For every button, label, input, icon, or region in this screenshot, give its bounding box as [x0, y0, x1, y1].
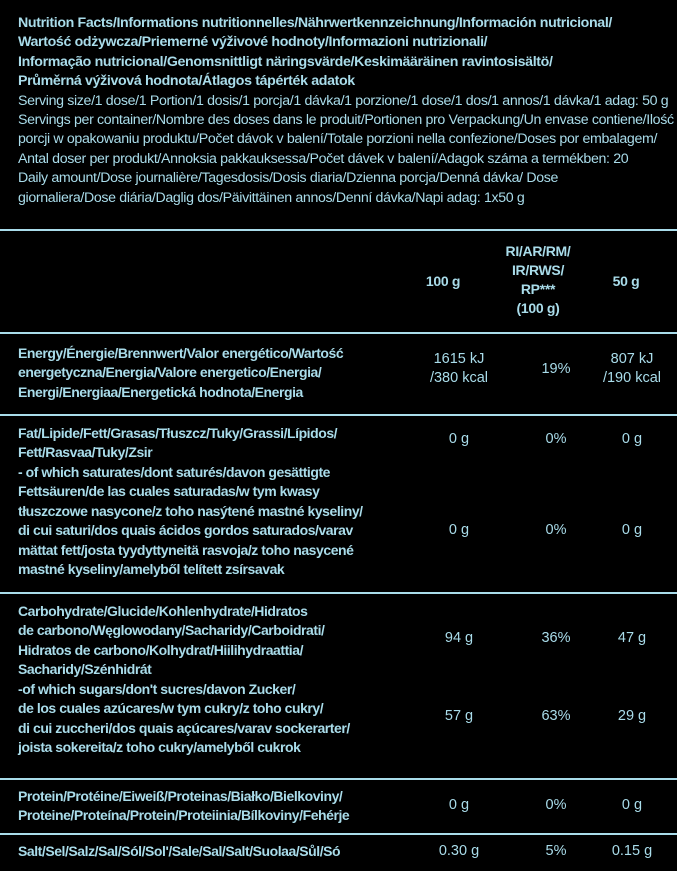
- title-line: Informação nutricional/Genomsnittligt näringsvärde/Keskimääräinen ravintosisältö/: [18, 53, 553, 70]
- value-ri: 63%: [541, 708, 571, 724]
- value-ri: 0%: [545, 522, 567, 538]
- divider: [0, 592, 677, 594]
- ri-line: RI/AR/RM/: [505, 243, 571, 259]
- column-header-100g: 100 g: [425, 273, 461, 289]
- value-100g: 0.30 g: [438, 843, 480, 859]
- daily-amount-line: Daily amount/Dose journalière/Tagesdosis/Dosis diaria/Dzienna porcja/Denná dávka/ Dose: [18, 170, 559, 187]
- value-50g: 0 g: [621, 522, 643, 538]
- value-100g: 0 g: [448, 431, 470, 447]
- row-label: Salt/Sel/Salz/Sal/Sól/Sol'/Sale/Sal/Salt/Suolaa/Sůl/Só: [18, 843, 341, 859]
- value-50g: 47 g: [617, 630, 647, 646]
- row-label: -of which sugars/don't sucres/davon Zucker/ de los cuales azúcares/w tym cukry/z toho cukry/ di cui zuccheri/dos quais açúcares/varav sockerarter/ joista sokereita/z toho cukry/amelyből cukrok: [18, 681, 350, 756]
- divider: [0, 414, 677, 416]
- ri-line: RP***: [520, 281, 556, 297]
- row-label: Carbohydrate/Glucide/Kohlenhydrate/Hidratos de carbono/Węglowodany/Sacharidy/Carboidrati/ Hidratos de carbono/Kolhydrat/Hiilihydraattia/ Sacharidy/Szénhidrát: [18, 603, 325, 678]
- daily-amount-line: giornaliera/Dose diária/Daglig dos/Päivittäinen annos/Denní dávka/Napi adag: 1x50 g: [18, 189, 525, 206]
- title-line: Wartość odżywcza/Priemerné výživové hodnoty/Informazioni nutrizionali/: [18, 34, 488, 51]
- ri-line: IR/RWS/: [511, 262, 565, 278]
- divider: [0, 778, 677, 780]
- value-ri: 0%: [545, 797, 567, 813]
- value-50g: 0 g: [621, 431, 643, 447]
- divider: [0, 332, 677, 334]
- value-100g: 0 g: [448, 797, 470, 813]
- value-100g: 57 g: [444, 708, 474, 724]
- title-line: Průměrná výživová hodnota/Átlagos tápérték adatok: [18, 73, 355, 90]
- row-label: - of which saturates/dont saturés/davon gesättigte Fettsäuren/de las cuales saturadas/w tym kwasy tłuszczowe nasycone/z toho nasýtené mastné kyseliny/ di cui saturi/dos quais ácidos gordos saturados/varav mättat fett/josta tyydyttyneitä rasvoja/z toho nasycené mastné kyseliny/amelyből telített zsírsavak: [18, 464, 363, 578]
- servings-line: Servings per container/Nombre des doses dans le produit/Portionen pro Verpackung/Un envase contiene/Ilość: [18, 112, 674, 129]
- value-100g: 0 g: [448, 522, 470, 538]
- value-ri: 5%: [545, 843, 567, 859]
- divider: [0, 833, 677, 835]
- label-header: [0, 0, 677, 216]
- title-line: Nutrition Facts/Informations nutritionnelles/Nährwertkennzeichnung/Información nutricional/: [18, 15, 613, 31]
- value-ri: 0%: [545, 431, 567, 447]
- row-label: Protein/Protéine/Eiweiß/Proteinas/Białko/Bielkoviny/ Proteine/Proteína/Protein/Proteiinia/Bílkoviny/Fehérje: [18, 788, 350, 824]
- divider: [0, 229, 677, 231]
- value-50g: 29 g: [617, 708, 647, 724]
- row-label: Fat/Lipide/Fett/Grasas/Tłuszcz/Tuky/Grassi/Lípidos/ Fett/Rasvaa/Tuky/Zsir: [18, 425, 338, 461]
- row-label: Energy/Énergie/Brennwert/Valor energético/Wartość energetyczna/Energia/Valore energetico/Energia/ Energi/Energiaa/Energetická hodnota/Energia: [18, 345, 344, 400]
- servings-line: Antal doser per produkt/Annoksia pakkauksessa/Počet dávek v balení/Adagok száma a termékben: 20: [18, 150, 629, 167]
- value-50g: 0 g: [621, 797, 643, 813]
- value-100g: 94 g: [444, 630, 474, 646]
- value-100g: 1615 kJ /380 kcal: [429, 351, 489, 387]
- value-ri: 36%: [541, 630, 571, 646]
- serving-size: Serving size/1 dose/1 Portion/1 dosis/1 porcja/1 dávka/1 porzione/1 dose/1 dos/1 annos/1 dávka/1 adag: 50 g: [18, 92, 669, 109]
- value-50g: 807 kJ /190 kcal: [602, 351, 662, 387]
- column-header-50g: 50 g: [612, 273, 640, 289]
- servings-line: porcji w opakowaniu produktu/Počet dávok v balení/Totale porzioni nella confezione/Doses por embalagem/: [18, 131, 658, 148]
- value-ri: 19%: [541, 361, 571, 377]
- ri-line: (100 g): [516, 300, 560, 316]
- value-50g: 0.15 g: [611, 843, 653, 859]
